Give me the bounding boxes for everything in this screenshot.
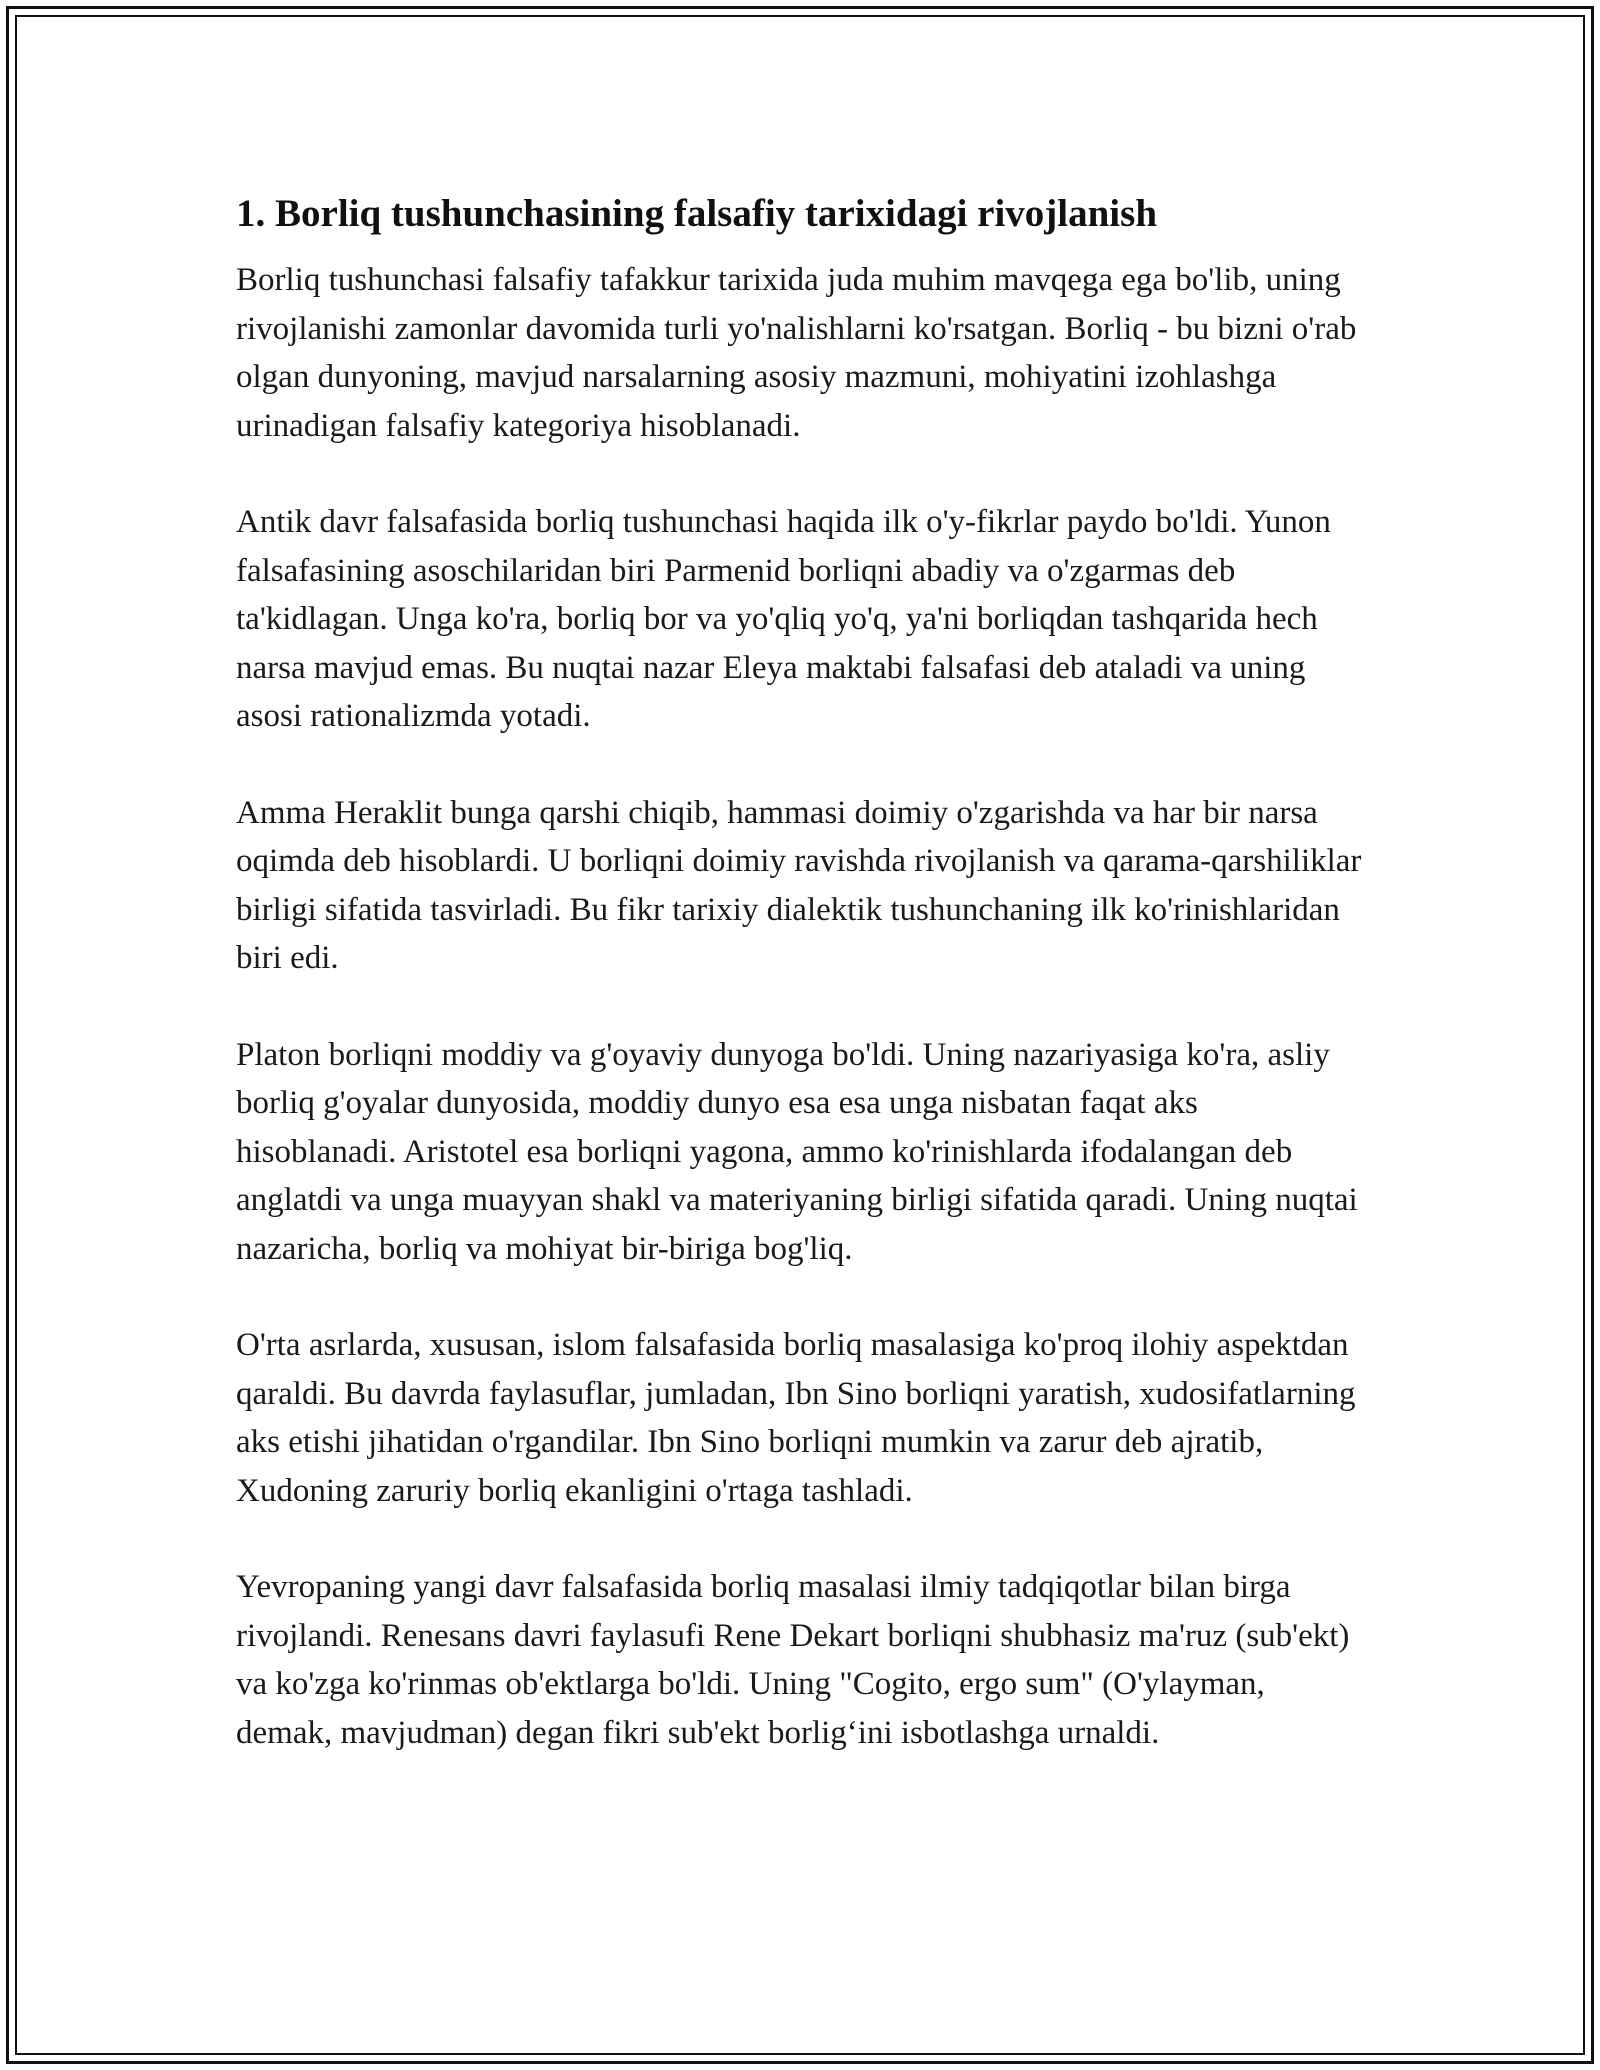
section-heading: 1. Borliq tushunchasining falsafiy tarixidagi rivojlanish bbox=[236, 192, 1158, 235]
paragraph-antiquity: Antik davr falsafasida borliq tushunchasi haqida ilk o'y-fikrlar paydo bo'ldi. Yunon falsafasining asoschilaridan biri Parmenid borliqni abadiy va o'zgarmas deb ta'kidlagan. Unga ko'ra, borliq bor va yo'qliq yo'q, ya'ni borliqdan tashqarida hech narsa mavjud emas. Bu nuqtai nazar Eleya maktabi falsafasi deb ataladi va uning asosi rationalizmda yotadi. bbox=[236, 504, 1331, 734]
paragraph-definition: Borliq tushunchasi falsafiy tafakkur tarixida juda muhim mavqega ega bo'lib, uning rivojlanishi zamonlar davomida turli yo'nalishlarni ko'rsatgan. Borliq - bu bizni o'rab olgan dunyoning, mavjud narsalarning asosiy mazmuni, mohiyatini izohlashga urinadigan falsafiy kategoriya hisoblanadi. bbox=[236, 262, 1357, 444]
paragraph-plato-aristotle: Platon borliqni moddiy va g'oyaviy dunyoga bo'ldi. Uning nazariyasiga ko'ra, asliy borliq g'oyalar dunyosida, moddiy dunyo esa esa unga nisbatan faqat aks hisoblanadi. Aristotel esa borliqni yagona, ammo ko'rinishlarda ifodalangan deb anglatdi va unga muayyan shakl va materiyaning birligi sifatida qaradi. Uning nuqtai nazaricha, borliq va mohiyat bir-biriga bog'liq. bbox=[236, 1036, 1358, 1267]
paragraph-modern-era: Yevropaning yangi davr falsafasida borliq masalasi ilmiy tadqiqotlar bilan birga rivojlandi. Renesans davri faylasufi Rene Dekart borliqni shubhasiz ma'ruz (sub'ekt) va ko'zga ko'rinmas ob'ektlarga bo'ldi. Uning "Cogito, ergo sum" (O'ylayman, demak, mavjudman) degan fikri sub'ekt borlig‘ini isbotlashga urnaldi. bbox=[236, 1569, 1350, 1751]
document-body bbox=[236, 186, 1366, 1757]
paragraph-middle-ages: O'rta asrlarda, xususan, islom falsafasida borliq masalasiga ko'proq ilohiy aspektdan qaraldi. Bu davrda faylasuflar, jumladan, Ibn Sino borliqni yaratish, xudosifatlarning aks etishi jihatidan o'rgandilar. Ibn Sino borliqni mumkin va zarur deb ajratib, Xudoning zaruriy borliq ekanligini o'rtaga tashladi. bbox=[236, 1327, 1356, 1509]
paragraph-heraclitus: Amma Heraklit bunga qarshi chiqib, hammasi doimiy o'zgarishda va har bir narsa oqimda deb hisoblardi. U borliqni doimiy ravishda rivojlanish va qarama-qarshiliklar birligi sifatida tasvirladi. Bu fikr tarixiy dialektik tushunchaning ilk ko'rinishlaridan biri edi. bbox=[236, 794, 1362, 976]
